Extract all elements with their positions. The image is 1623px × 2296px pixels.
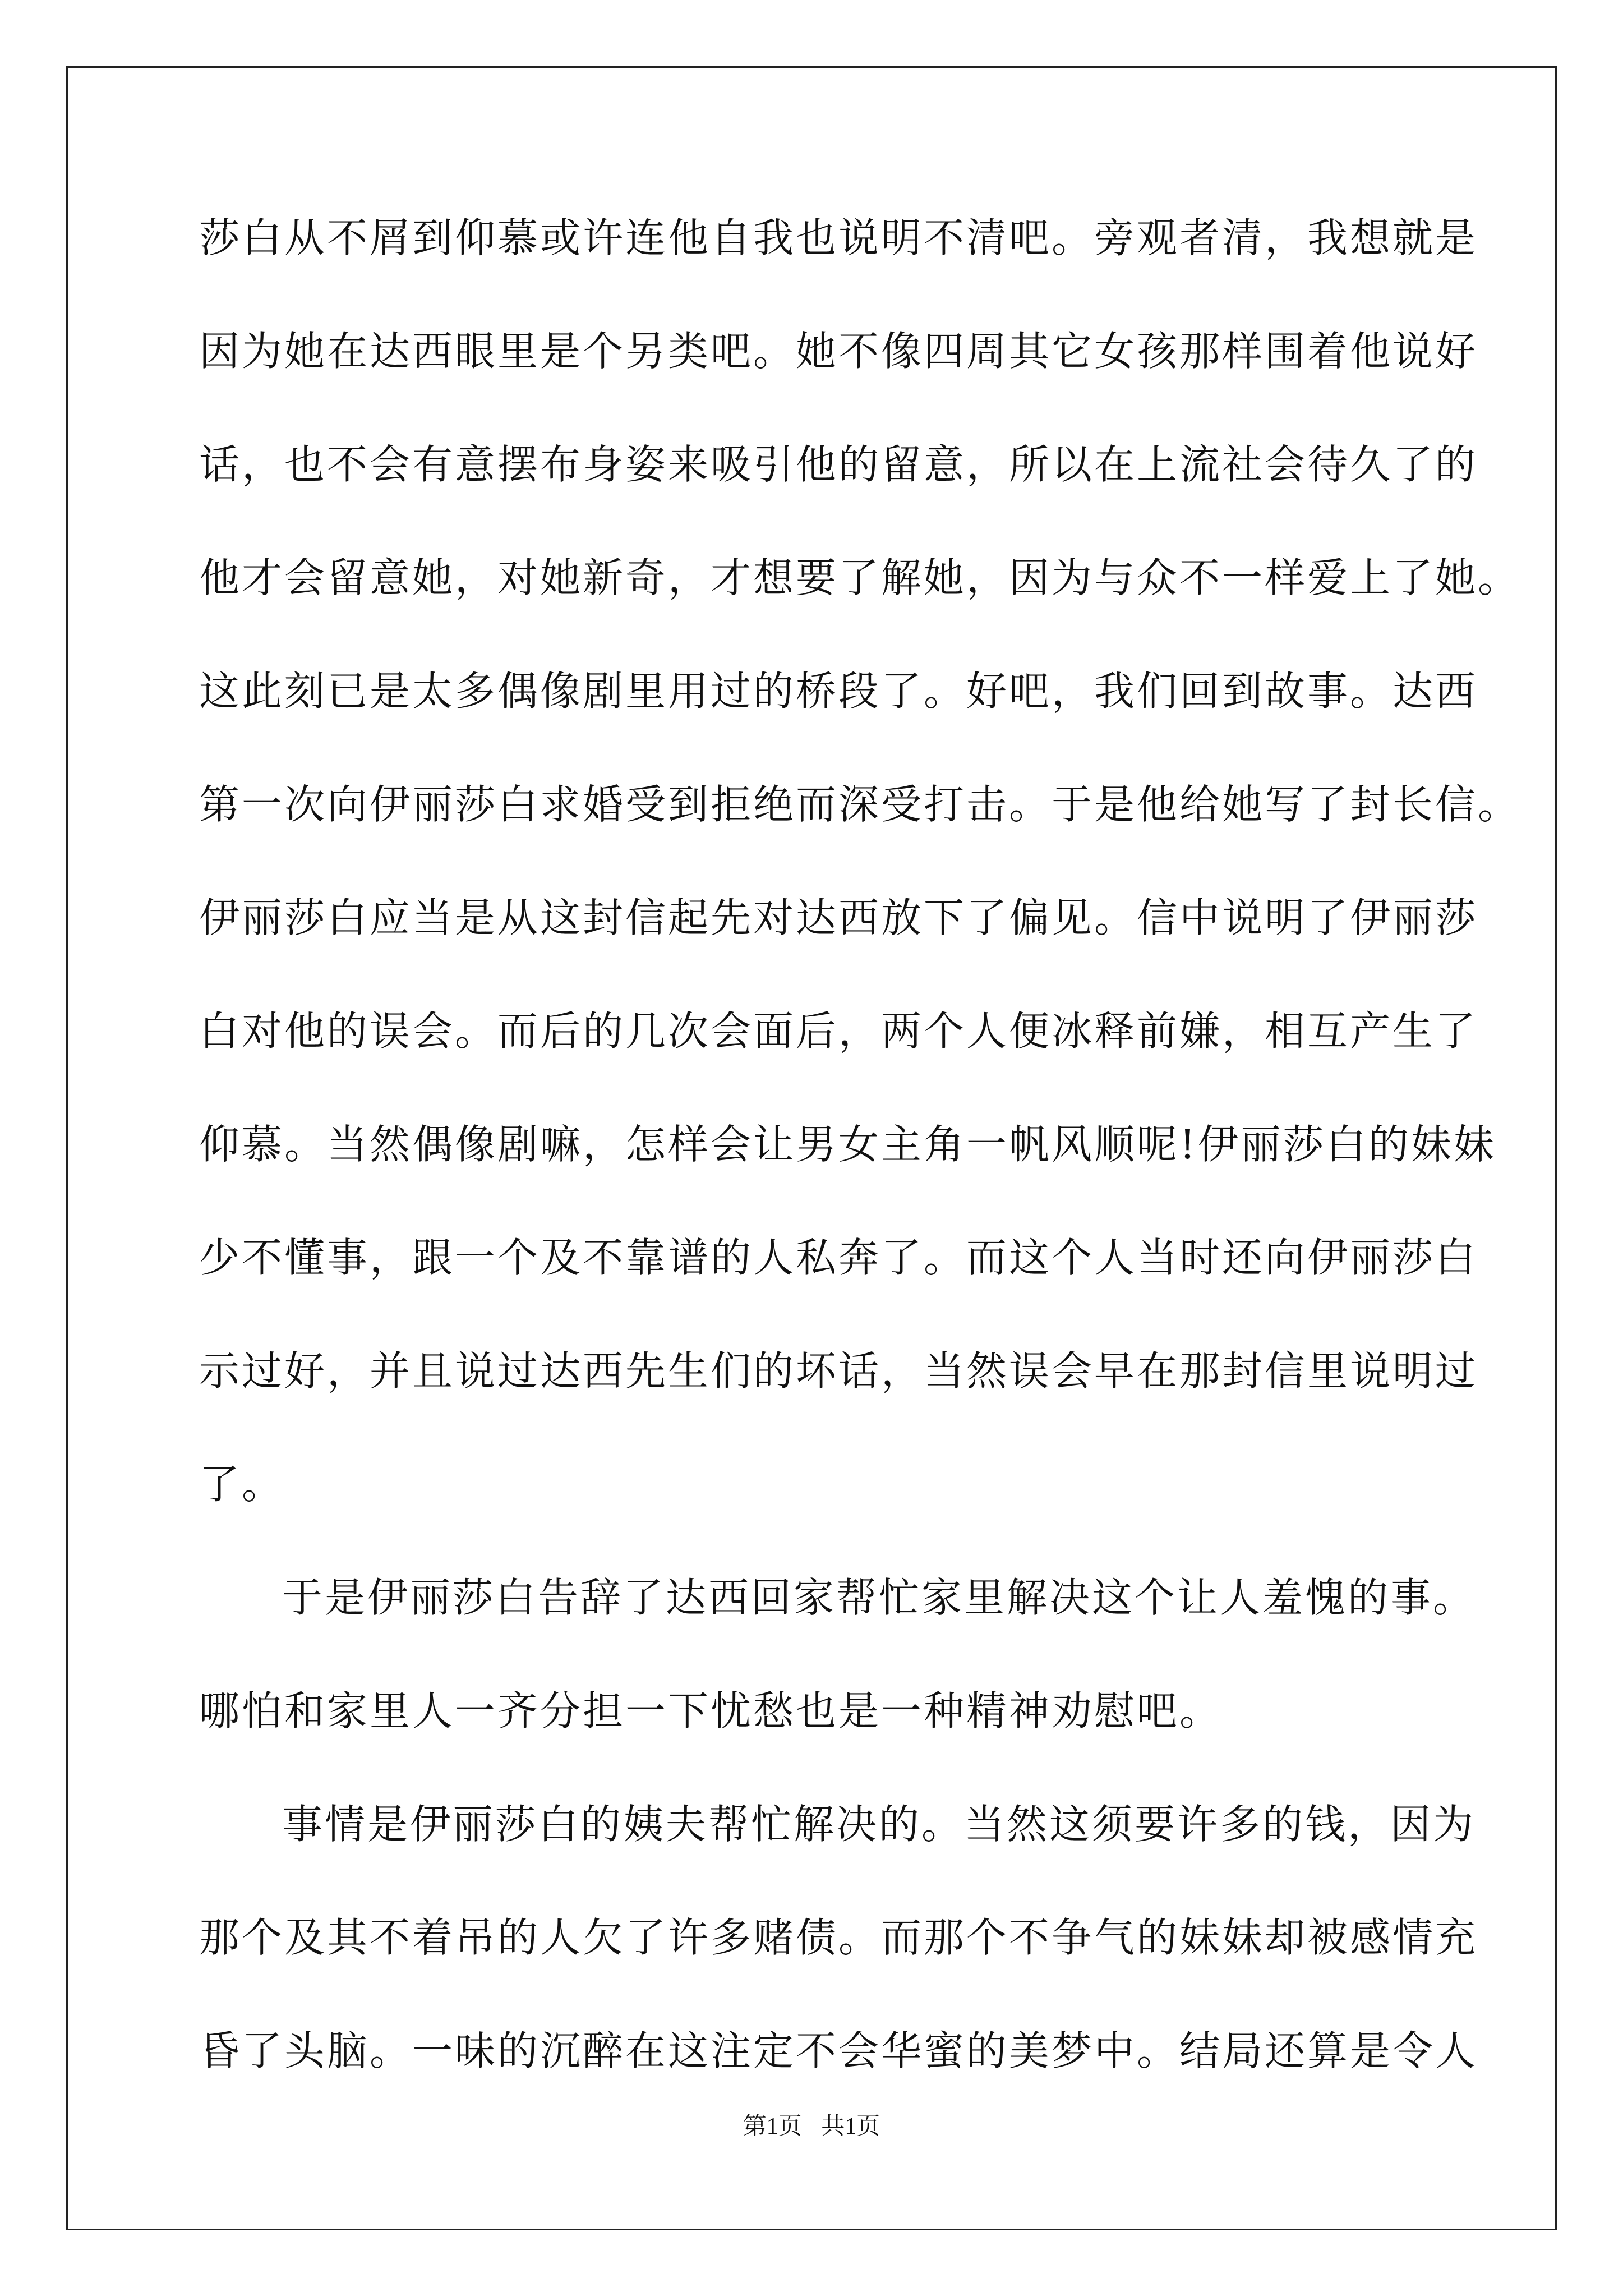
- text-line: 他才会留意她，对她新奇，才想要了解她，因为与众不一样爱上了她。: [199, 554, 1521, 601]
- text-line: 第一次向伊丽莎白求婚受到拒绝而深受打击。于是他给她写了封长信。: [199, 781, 1521, 828]
- paragraph-start-line: 事情是伊丽莎白的姨夫帮忙解决的。当然这须要许多的钱，因为: [282, 1801, 1476, 1848]
- text-line: 话，也不会有意摆布身姿来吸引他的留意，所以在上流社会待久了的: [199, 441, 1478, 488]
- page-footer: 第1页 共1页: [743, 2114, 880, 2139]
- paragraph-start-line: 于是伊丽莎白告辞了达西回家帮忙家里解决这个让人羞愧的事。: [282, 1574, 1476, 1621]
- document-body: [199, 214, 1521, 2144]
- text-line: 因为她在达西眼里是个另类吧。她不像四周其它女孩那样围着他说好: [199, 328, 1478, 375]
- text-line: 伊丽莎白应当是从这封信起先对达西放下了偏见。信中说明了伊丽莎: [199, 894, 1478, 941]
- text-line: 这此刻已是太多偶像剧里用过的桥段了。好吧，我们回到故事。达西: [199, 668, 1478, 715]
- text-line: 了。: [199, 1461, 285, 1508]
- text-line: 哪怕和家里人一齐分担一下忧愁也是一种精神劝慰吧。: [199, 1687, 1223, 1734]
- text-line: 昏了头脑。一味的沉醉在这注定不会华蜜的美梦中。结局还算是令人: [199, 2027, 1478, 2074]
- text-line: 莎白从不屑到仰慕或许连他自我也说明不清吧。旁观者清，我想就是: [199, 214, 1478, 261]
- text-line: 仰慕。当然偶像剧嘛，怎样会让男女主角一帆风顺呢!伊丽莎白的妹妹: [199, 1121, 1496, 1168]
- text-line: 那个及其不着吊的人欠了许多赌债。而那个不争气的妹妹却被感情充: [199, 1914, 1478, 1961]
- text-line: 白对他的误会。而后的几次会面后，两个人便冰释前嫌，相互产生了: [199, 1007, 1478, 1055]
- text-line: 示过好，并且说过达西先生们的坏话，当然误会早在那封信里说明过: [199, 1347, 1478, 1395]
- text-line: 少不懂事，跟一个及不靠谱的人私奔了。而这个人当时还向伊丽莎白: [199, 1234, 1478, 1281]
